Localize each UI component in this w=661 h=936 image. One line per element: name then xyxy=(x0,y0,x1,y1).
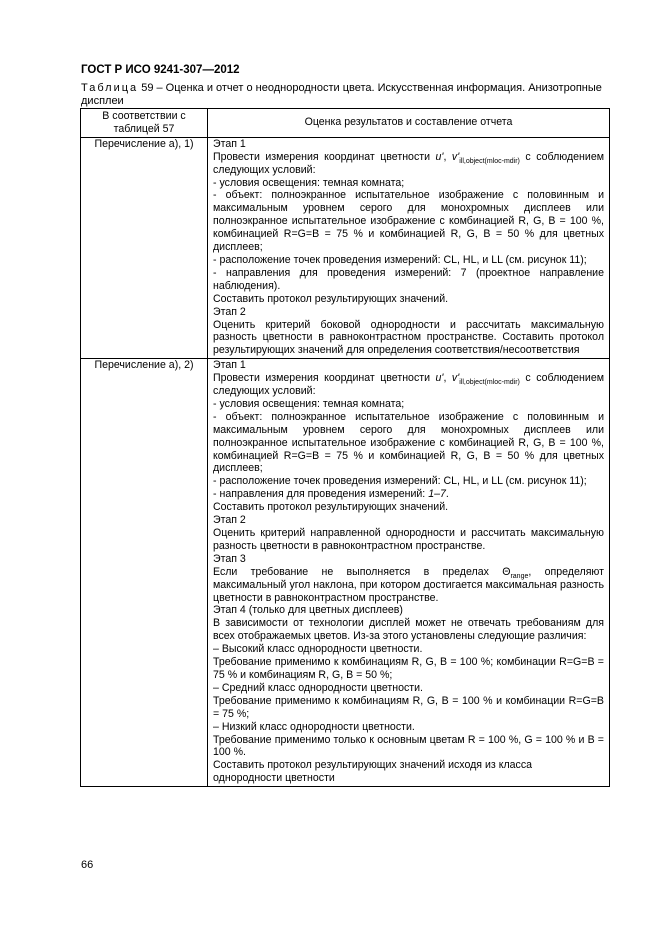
row-reference: Перечисление а), 2) xyxy=(81,359,208,787)
stage-2-title: Этап 2 xyxy=(213,514,246,527)
row-reference: Перечисление а), 1) xyxy=(81,137,208,358)
mid-class-requirement: Требование применимо к комбинациям R, G, B = 100 % и комбинации R=G=B = 75 %; xyxy=(213,694,604,720)
high-class-title: – Высокий класс однородности цветности. xyxy=(213,643,423,656)
evaluate-instruction: Оценить критерий направленной однородности и рассчитать максимальную разность цветности в равноконтрастном пространстве. xyxy=(213,527,604,552)
evaluate-instruction: Оценить критерий боковой однородности и рассчитать максимальную разность цветности в равноконтрастном пространстве. Составить протокол результирующих значений для определения соответствия/несоответствия xyxy=(213,318,604,357)
condition-object: - объект: полноэкранное испытательное изображение с половинным и максимальным уровнем серого для монохромных дисплеев или полноэкранное испытательное изображение с комбинацией R, G, B = 100 %, комбинацией R=G=B = 75 % и комбинацией R, G, B = 50 % для цветных дисплеев; xyxy=(213,189,604,254)
row-evaluation xyxy=(208,137,610,358)
stage-4-text: В зависимости от технологии дисплей может не отвечать требованиям для всех отображаемых цветов. Из-за этого установлены следующие различия: xyxy=(213,617,604,643)
stage-2-title: Этап 2 xyxy=(213,305,246,318)
table-row xyxy=(81,359,610,787)
table-caption-text: 59 – Оценка и отчет о неоднородности цвета. Искусственная информация. Анизотропные дисплеи xyxy=(81,82,602,107)
stage-1-title: Этап 1 xyxy=(213,137,246,150)
low-class-title: – Низкий класс однородности цветности. xyxy=(213,720,415,733)
stage-1-title: Этап 1 xyxy=(213,359,246,372)
measure-instruction: Провести измерения координат цветности u', $v'_{ill,object(mloc-mdir)}$ с соблюдением следующих условий: xyxy=(213,150,605,176)
table-caption-word: Таблица xyxy=(81,82,139,94)
document-code: ГОСТ Р ИСО 9241-307—2012 xyxy=(81,64,240,76)
assessment-table xyxy=(80,108,610,787)
condition-directions: - направления для проведения измерений: 1–7. xyxy=(213,488,449,501)
low-class-requirement: Требование применимо только к основным цветам R = 100 %, G = 100 % и B = 100 %. xyxy=(213,733,604,759)
condition-object: - объект: полноэкранное испытательное изображение с половинным и максимальным уровнем серого для монохромных дисплеев или полноэкранное испытательное изображение с комбинацией R, G, B = 100 %, комбинацией R=G=B = 75 % и комбинацией R, G, B = 50 % для цветных дисплеев; xyxy=(213,410,604,475)
condition-points: - расположение точек проведения измерений: CL, HL, и LL (см. рисунок 11); xyxy=(213,475,587,488)
condition-directions: - направления для проведения измерений: 7 (проектное направление наблюдения). xyxy=(213,266,604,292)
condition-points: - расположение точек проведения измерений: CL, HL, и LL (см. рисунок 11); xyxy=(213,253,587,266)
stage-4-title: Этап 4 (только для цветных дисплеев) xyxy=(213,604,403,617)
mid-class-title: – Средний класс однородности цветности. xyxy=(213,681,423,694)
protocol-instruction: Составить протокол результирующих значений. xyxy=(213,501,449,514)
condition-lighting: - условия освещения: темная комната; xyxy=(213,397,405,410)
stage-3-text: Если требование не выполняется в пределах $\Theta_{range}$, определяют максимальный угол наклона, при котором достигается максимальная разность цветности в равноконтрастном пространстве. xyxy=(213,565,604,604)
row-evaluation xyxy=(208,359,610,787)
col-header-evaluation: Оценка результатов и составление отчета xyxy=(208,109,610,138)
table-caption xyxy=(81,82,608,107)
high-class-requirement: Требование применимо к комбинациям R, G, B = 100 %; комбинации R=G=B = 75 % и комбинациям R, G, B = 50 %; xyxy=(213,656,604,681)
condition-lighting: - условия освещения: темная комната; xyxy=(213,176,405,189)
table-row xyxy=(81,137,610,358)
col-header-reference: В соответствии с таблицей 57 xyxy=(81,109,208,138)
page-number: 66 xyxy=(81,859,94,871)
measure-instruction: Провести измерения координат цветности u', $v'_{ill,object(mloc-mdir)}$ с соблюдением следующих условий: xyxy=(213,372,605,398)
final-protocol-instruction: Составить протокол результирующих значений исходя из класса однородности цветности xyxy=(213,759,533,785)
stage-3-title: Этап 3 xyxy=(213,552,246,565)
table-header-row xyxy=(81,109,610,138)
protocol-instruction: Составить протокол результирующих значений. xyxy=(213,292,449,305)
